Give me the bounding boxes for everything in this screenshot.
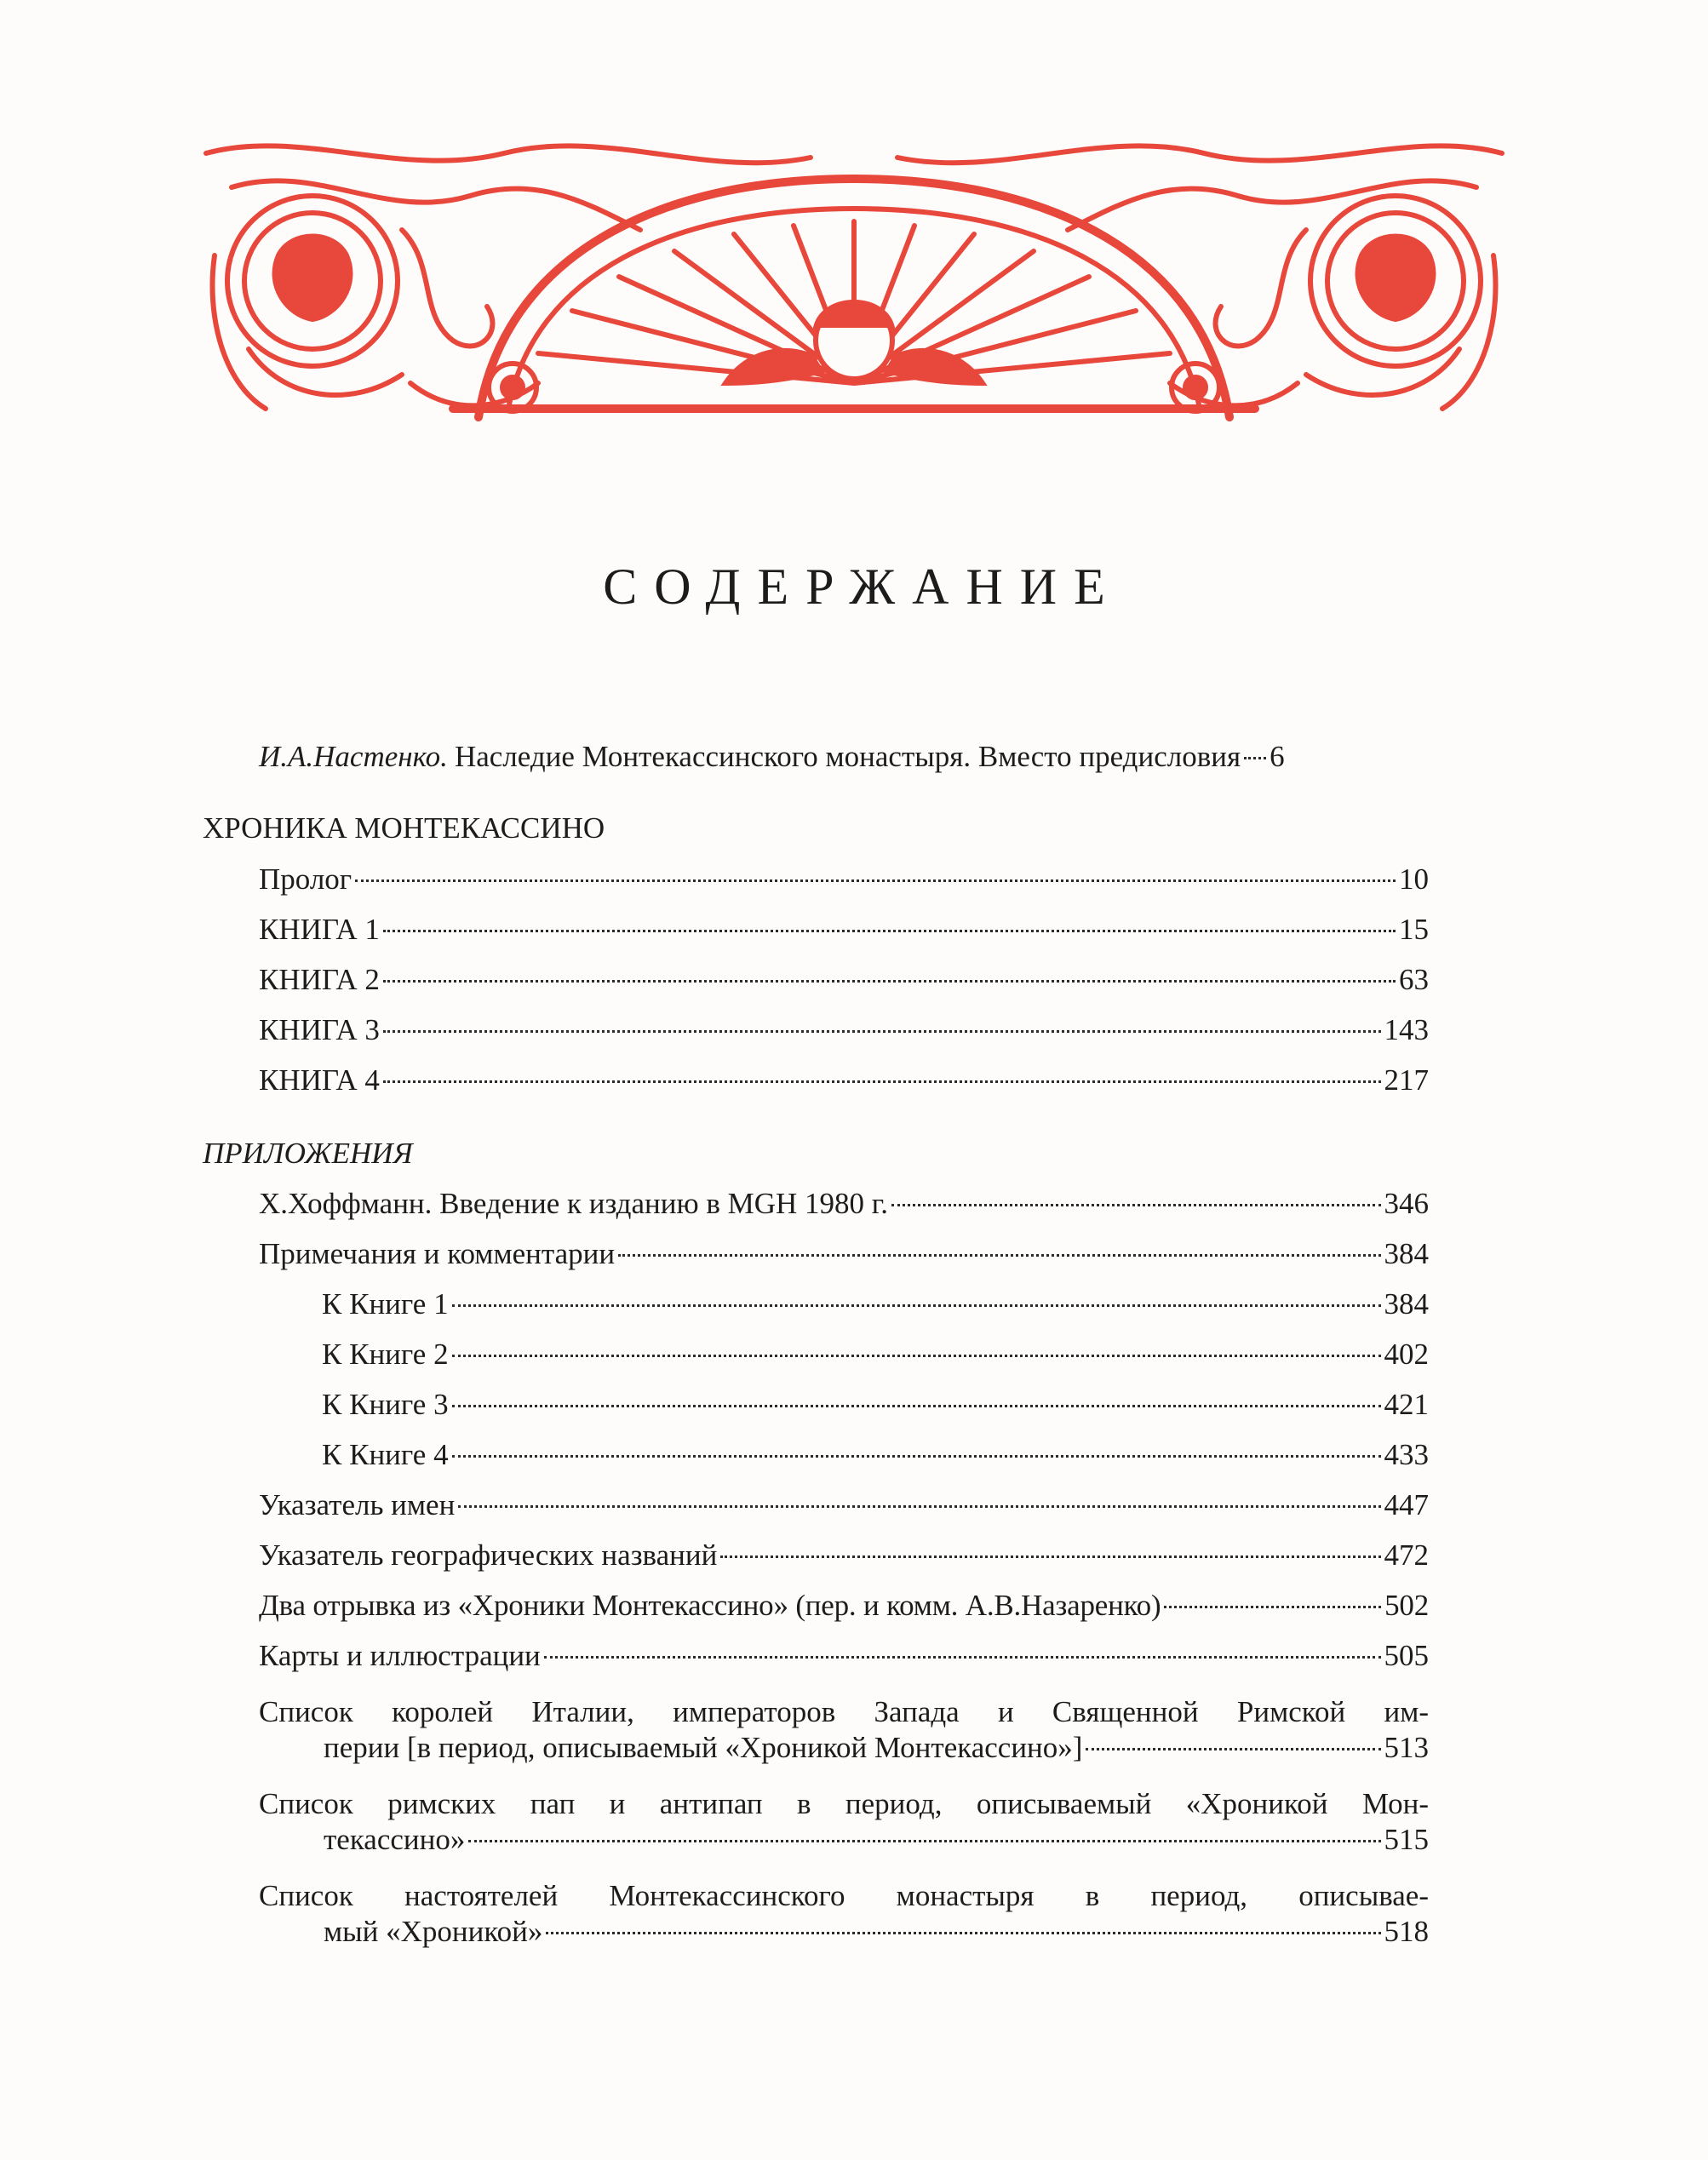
page-number: 513: [1384, 1731, 1429, 1764]
dot-leader: [452, 1355, 1381, 1357]
entry-label-line2: мый «Хроникой»: [324, 1915, 543, 1948]
dot-leader: [1244, 757, 1266, 759]
entry-label-line2-row: [259, 1914, 1429, 1950]
toc-entry-multiline[interactable]: [259, 1694, 1429, 1766]
toc-subentry[interactable]: [322, 1286, 1429, 1322]
entry-label: КНИГА 4: [259, 1063, 380, 1097]
page-number: 447: [1384, 1488, 1429, 1521]
ornament-headpiece-icon: [198, 128, 1510, 426]
toc-subentry[interactable]: [322, 1387, 1429, 1423]
toc-entry[interactable]: [259, 1063, 1429, 1098]
entry-label-line2-row: [259, 1730, 1429, 1766]
page-number: 217: [1384, 1063, 1429, 1097]
entry-label-line2: текассино»: [324, 1823, 466, 1856]
toc-entry[interactable]: [259, 1012, 1429, 1048]
page-number: 472: [1384, 1538, 1429, 1572]
entry-label-line1: Список настоятелей Монтекассинского монастыря в период, описывае-: [259, 1879, 1429, 1912]
entry-label: К Книге 3: [322, 1388, 449, 1421]
page-number: 63: [1399, 963, 1429, 996]
entry-label: Указатель имен: [259, 1488, 456, 1521]
dot-leader: [383, 1030, 1381, 1033]
toc-entry[interactable]: [259, 912, 1429, 948]
preface-title: Наследие Монтекассинского монастыря. Вместо предисловия: [454, 740, 1241, 773]
entry-label: К Книге 1: [322, 1287, 449, 1321]
dot-leader: [383, 1080, 1381, 1083]
page-number: 433: [1384, 1438, 1429, 1471]
dot-leader: [452, 1405, 1381, 1407]
page-number: 505: [1384, 1639, 1429, 1672]
toc-entry[interactable]: [259, 1487, 1429, 1523]
entry-label: Х.Хоффманн. Введение к изданию в MGH 1980 г.: [259, 1187, 888, 1220]
toc-entry-multiline[interactable]: [259, 1878, 1429, 1950]
page-number: 384: [1384, 1287, 1429, 1321]
entry-label: Примечания и комментарии: [259, 1237, 616, 1270]
toc-entry[interactable]: [259, 1186, 1429, 1222]
entry-label: КНИГА 2: [259, 963, 380, 996]
page-number: 6: [1270, 740, 1285, 773]
toc-entry-multiline[interactable]: [259, 1786, 1429, 1858]
dot-leader: [618, 1254, 1380, 1257]
page-number: 402: [1384, 1338, 1429, 1371]
dot-leader: [1164, 1606, 1381, 1608]
page-number: 502: [1384, 1589, 1429, 1622]
toc-subentry[interactable]: [322, 1337, 1429, 1372]
entry-label-line2: перии [в период, описываемый «Хроникой Монтекассино»]: [324, 1731, 1083, 1764]
toc-entry[interactable]: [259, 862, 1429, 897]
page-number: 10: [1399, 862, 1429, 896]
page-number: 384: [1384, 1237, 1429, 1270]
page-number: 346: [1384, 1187, 1429, 1220]
page-number: 518: [1384, 1915, 1429, 1948]
entry-label: КНИГА 3: [259, 1013, 380, 1046]
dot-leader: [452, 1455, 1381, 1458]
entry-label-line1: Список римских пап и антипап в период, описываемый «Хроникой Мон-: [259, 1787, 1429, 1820]
dot-leader: [452, 1304, 1381, 1307]
page-title: СОДЕРЖАНИЕ: [603, 559, 1122, 615]
entry-label: КНИГА 1: [259, 913, 380, 946]
dot-leader: [720, 1556, 1380, 1558]
entry-label-line1: Список королей Италии, императоров Запада и Священной Римской им-: [259, 1695, 1429, 1728]
dot-leader: [355, 879, 1396, 882]
page-number: 515: [1384, 1823, 1429, 1856]
entry-label: Карты и иллюстрации: [259, 1639, 541, 1672]
page-number: 143: [1384, 1013, 1429, 1046]
toc-entry[interactable]: [259, 962, 1429, 998]
entry-label: К Книге 2: [322, 1338, 449, 1371]
dot-leader: [1086, 1748, 1380, 1750]
toc-entry[interactable]: [259, 1588, 1429, 1624]
dot-leader: [383, 930, 1396, 932]
toc-entry[interactable]: [259, 1236, 1429, 1272]
entry-label: К Книге 4: [322, 1438, 449, 1471]
dot-leader: [891, 1204, 1381, 1206]
dot-leader: [383, 980, 1396, 983]
dot-leader: [546, 1932, 1380, 1934]
toc-subentry[interactable]: [322, 1437, 1429, 1473]
toc-entry[interactable]: [259, 1538, 1429, 1573]
entry-label: Два отрывка из «Хроники Монтекассино» (пер. и комм. А.В.Назаренко): [259, 1589, 1161, 1622]
page-number: 421: [1384, 1388, 1429, 1421]
section-heading-chronicle: ХРОНИКА МОНТЕКАССИНО: [203, 811, 605, 845]
entry-label: Указатель географических названий: [259, 1538, 718, 1572]
dot-leader: [458, 1505, 1380, 1508]
toc-entry-preface[interactable]: [259, 739, 1478, 775]
preface-author: И.А.Настенко.: [259, 740, 448, 773]
toc-entry[interactable]: [259, 1638, 1429, 1674]
entry-label-line2-row: [259, 1822, 1429, 1858]
dot-leader: [468, 1840, 1380, 1842]
dot-leader: [544, 1656, 1381, 1659]
entry-label: Пролог: [259, 862, 352, 896]
page-number: 15: [1399, 913, 1429, 946]
section-heading-appendices: ПРИЛОЖЕНИЯ: [203, 1137, 413, 1170]
